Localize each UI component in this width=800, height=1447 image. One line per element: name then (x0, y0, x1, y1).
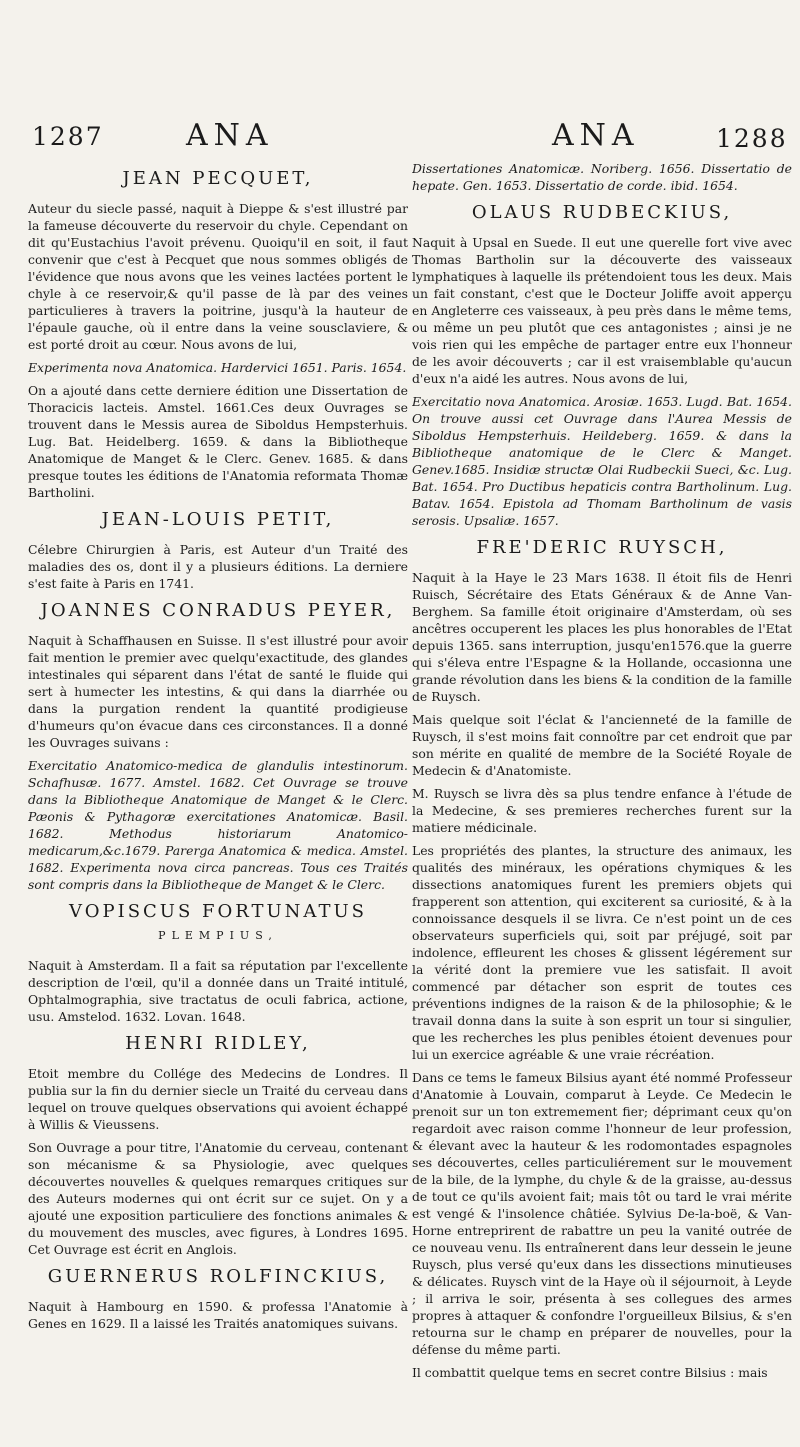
body-paragraph: Célebre Chirurgien à Paris, est Auteur d'un Traité des maladies des os, dont il y a plusieurs éditions. La derniere s'est faite à Paris en 1741. (28, 542, 408, 591)
entry-heading (28, 168, 408, 190)
body-paragraph: Naquit à Hambourg en 1590. & professa l'Anatomie à Genes en 1629. Il a laissé les Traités anatomiques suivans. (28, 1299, 408, 1331)
entry-heading (28, 1033, 408, 1055)
entry-heading-text: FRE'DERIC RUYSCH, (476, 537, 728, 558)
entry-heading-text: OLAUS RUDBECKIUS, (471, 202, 733, 223)
bibliography-entry: Exercitatio nova Anatomica. Arosiæ. 1653. Lugd. Bat. 1654. On trouve aussi cet Ouvrage dans l'Aurea Messis de Siboldus Hempsterhuis. Heildeberg. 1659. & dans la Bibliotheque anatomique de le Clerc & Manget. Genev.1685. Insidiæ structæ Olai Rudbeckii Sueci, &c. Lug. Bat. 1654. Pro Ductibus hepaticis contra Bartholinum. Lug. Batav. 1654. Epistola ad Thomam Bartholinum de vasis serosis. Upsaliæ. 1657. (412, 394, 792, 528)
body-paragraph: Mais quelque soit l'éclat & l'ancienneté de la famille de Ruysch, il s'est moins fait connoître par cet endroit que par son mérite en qualité de membre de la Société Royale de Medecin & d'Anatomiste. (412, 712, 792, 778)
page-number-left: 1287 (32, 122, 104, 151)
entry-heading-text: HENRI RIDLEY, (125, 1033, 311, 1054)
entry-heading (28, 901, 408, 947)
body-paragraph: Son Ouvrage a pour titre, l'Anatomie du cerveau, contenant son mécanisme & sa Physiologie, avec quelques découvertes nouvelles & quelques remarques critiques sur des Auteurs modernes qui ont écrit sur ce sujet. On y a ajouté une exposition particuliere des fonctions animales & du mouvement des muscles, avec figures, à Londres 1695. Cet Ouvrage est écrit en Anglois. (28, 1140, 408, 1257)
entry-heading (412, 202, 792, 224)
body-paragraph: Auteur du siecle passé, naquit à Dieppe & s'est illustré par la fameuse découverte du reservoir du chyle. Cependant on dit qu'Eustachius l'avoit prévenu. Quoiqu'il en soit, il faut convenir que c'est à Pecquet que nous sommes obligés de l'évidence que nous avons que les veines lactées portent le chyle à ce reservoir,& qu'il passe de là par des veines particulieres à travers la poitrine, jusqu'à la hauteur de l'épaule gauche, où il entre dans la veine sousclaviere, & est porté droit au cœur. Nous avons de lui, (28, 201, 408, 352)
bibliography-entry: Experimenta nova Anatomica. Hardervici 1651. Paris. 1654. (28, 360, 407, 375)
body-paragraph: Naquit à Upsal en Suede. Il eut une querelle fort vive avec Thomas Bartholin sur la découverte des vaisseaux lymphatiques à laquelle ils prétendoient tous les deux. Mais un fait constant, c'est que le Docteur Joliffe avoit apperçu en Angleterre ces vaisseaux, à peu près dans le même tems, ou même un peu plutôt que ces antagonistes ; ainsi je ne vois rien qui les empêche de partager entre eux l'honneur de les avoir découverts ; car il est vraisemblable qu'aucun d'eux n'a aidé les autres. Nous avons de lui, (412, 235, 792, 386)
entry-heading (412, 537, 792, 559)
left-column (28, 160, 408, 1440)
right-column (412, 160, 792, 1440)
body-paragraph: Naquit à Schaffhausen en Suisse. Il s'est illustré pour avoir fait mention le premier avec quelqu'exactitude, des glandes intestinales qui séparent dans l'état de santé le fluide qui sert à humecter les intestins, & qui dans la diarrhée ou dans la purgation rendent la quantité prodigieuse d'humeurs qu'on évacue dans ces circonstances. Il a donné les Ouvrages suivans : (28, 633, 408, 750)
body-paragraph: Naquit à Amsterdam. Il a fait sa réputation par l'excellente description de l'œil, qu'il a donnée dans un Traité intitulé, Ophtalmographia, sive tractatus de oculi fabrica, actione, usu. Amstelod. 1632. Lovan. 1648. (28, 958, 408, 1024)
entry-heading-text: VOPISCUS FORTUNATUS (69, 901, 367, 922)
body-paragraph: Dans ce tems le fameux Bilsius ayant été nommé Professeur d'Anatomie à Louvain, comparut à Leyde. Ce Medecin le prenoit sur un ton extremement fier; déprimant ceux qu'on regardoit avec raison comme l'honneur de leur profession, & élevant avec la hauteur & les rodomontades espagnoles ses découvertes, celles particuliérement sur le mouvement de la bile, de la lymphe, du chyle & de la graisse, au-dessus de tout ce qu'ils avoient fait; mais tôt ou tard le vrai mérite est vengé & l'insolence châtiée. Sylvius De-la-boë, & Van-Horne entreprirent de rabattre un peu la vanité outrée de ce nouveau venu. Ils entraînerent dans leur dessein le jeune Ruysch, plus versé qu'eux dans les dissections minutieuses & délicates. Ruysch vint de la Haye où il séjournoit, à Leyde ; il arriva le soir, présenta à ses collegues des armes propres à attaquer & confondre l'orgueilleux Bilsius, & s'en retourna sur le champ en préparer de nouvelles, pour la défense du même parti. (412, 1070, 792, 1357)
running-head-right: ANA (552, 118, 640, 153)
page-number-right: 1288 (716, 124, 788, 153)
entry-heading-text: JEAN-LOUIS PETIT, (101, 509, 335, 530)
body-paragraph: Etoit membre du Collége des Medecins de Londres. Il publia sur la fin du dernier siecle un Traité du cerveau dans lequel on trouve quelques observations qui avoient échappé à Willis & Vieussens. (28, 1066, 408, 1132)
body-paragraph: Naquit à la Haye le 23 Mars 1638. Il étoit fils de Henri Ruisch, Sécrétaire des Etats Généraux & de Anne Van-Berghem. Sa famille étoit originaire d'Amsterdam, où ses ancêtres occuperent les places les plus honorables de l'Etat depuis 1365. sans interruption, jusqu'en1576.que la guerre qui s'éleva entre l'Espagne & la Hollande, occasionna une grande révolution dans les biens & la condition de la famille de Ruysch. (412, 570, 792, 704)
body-paragraph: Il combattit quelque tems en secret contre Bilsius : mais (412, 1365, 768, 1380)
entry-heading-text: GUERNERUS ROLFINCKIUS, (47, 1266, 389, 1287)
entry-heading (28, 509, 408, 531)
body-paragraph: M. Ruysch se livra dès sa plus tendre enfance à l'étude de la Medecine, & ses premieres recherches furent sur la matiere médicinale. (412, 786, 792, 835)
body-paragraph: On a ajouté dans cette derniere édition une Dissertation de Thoracicis lacteis. Amstel. 1661.Ces deux Ouvrages se trouvent dans le Messis aurea de Siboldus Hempsterhuis. Lug. Bat. Heidelberg. 1659. & dans la Bibliotheque Anatomique de Manget & le Clerc. Genev. 1685. & dans presque toutes les éditions de l'Anatomia reformata Thomæ Bartholini. (28, 383, 408, 500)
entry-heading (28, 1266, 408, 1288)
entry-heading-subtitle: PLEMPIUS, (158, 929, 278, 942)
running-head-left: ANA (186, 118, 274, 153)
bibliography-entry: Dissertationes Anatomicæ. Noriberg. 1656. Dissertatio de hepate. Gen. 1653. Dissertatio de corde. ibid. 1654. (412, 161, 792, 193)
body-paragraph: Les propriétés des plantes, la structure des animaux, les qualités des minéraux, les opérations chymiques & les dissections anatomiques furent les premiers objets qui frapperent son attention, qui exciterent sa curiosité, & à la connoissance desquels il se livra. Ce n'est point un de ces observateurs superficiels qui, soit par préjugé, soit par indolence, effleurent les choses & glissent légérement sur la vérité dont la premiere vue les satisfait. Il avoit commencé par détacher son esprit de toutes ces préventions indignes de la raison & de la philosophie; & le travail donna dans la suite à son esprit un tour si singulier, que les recherches les plus penibles étoient devenues pour lui un exercice agréable & une vraie récréation. (412, 843, 792, 1062)
entry-heading-text: JEAN PECQUET, (122, 168, 314, 189)
bibliography-entry: Exercitatio Anatomico-medica de glandulis intestinorum. Schafhusæ. 1677. Amstel. 1682. Cet Ouvrage se trouve dans la Bibliotheque Anatomique de Manget & le Clerc. Pæonis & Pythagoræ exercitationes Anatomicæ. Basil. 1682. Methodus historiarum Anatomico-medicarum,&c.1679. Parerga Anatomica & medica. Amstel. 1682. Experimenta nova circa pancreas. Tous ces Traités sont compris dans la Bibliotheque de Manget & le Clerc. (28, 758, 408, 892)
entry-heading-text: JOANNES CONRADUS PEYER, (40, 600, 396, 621)
entry-heading (28, 600, 408, 622)
